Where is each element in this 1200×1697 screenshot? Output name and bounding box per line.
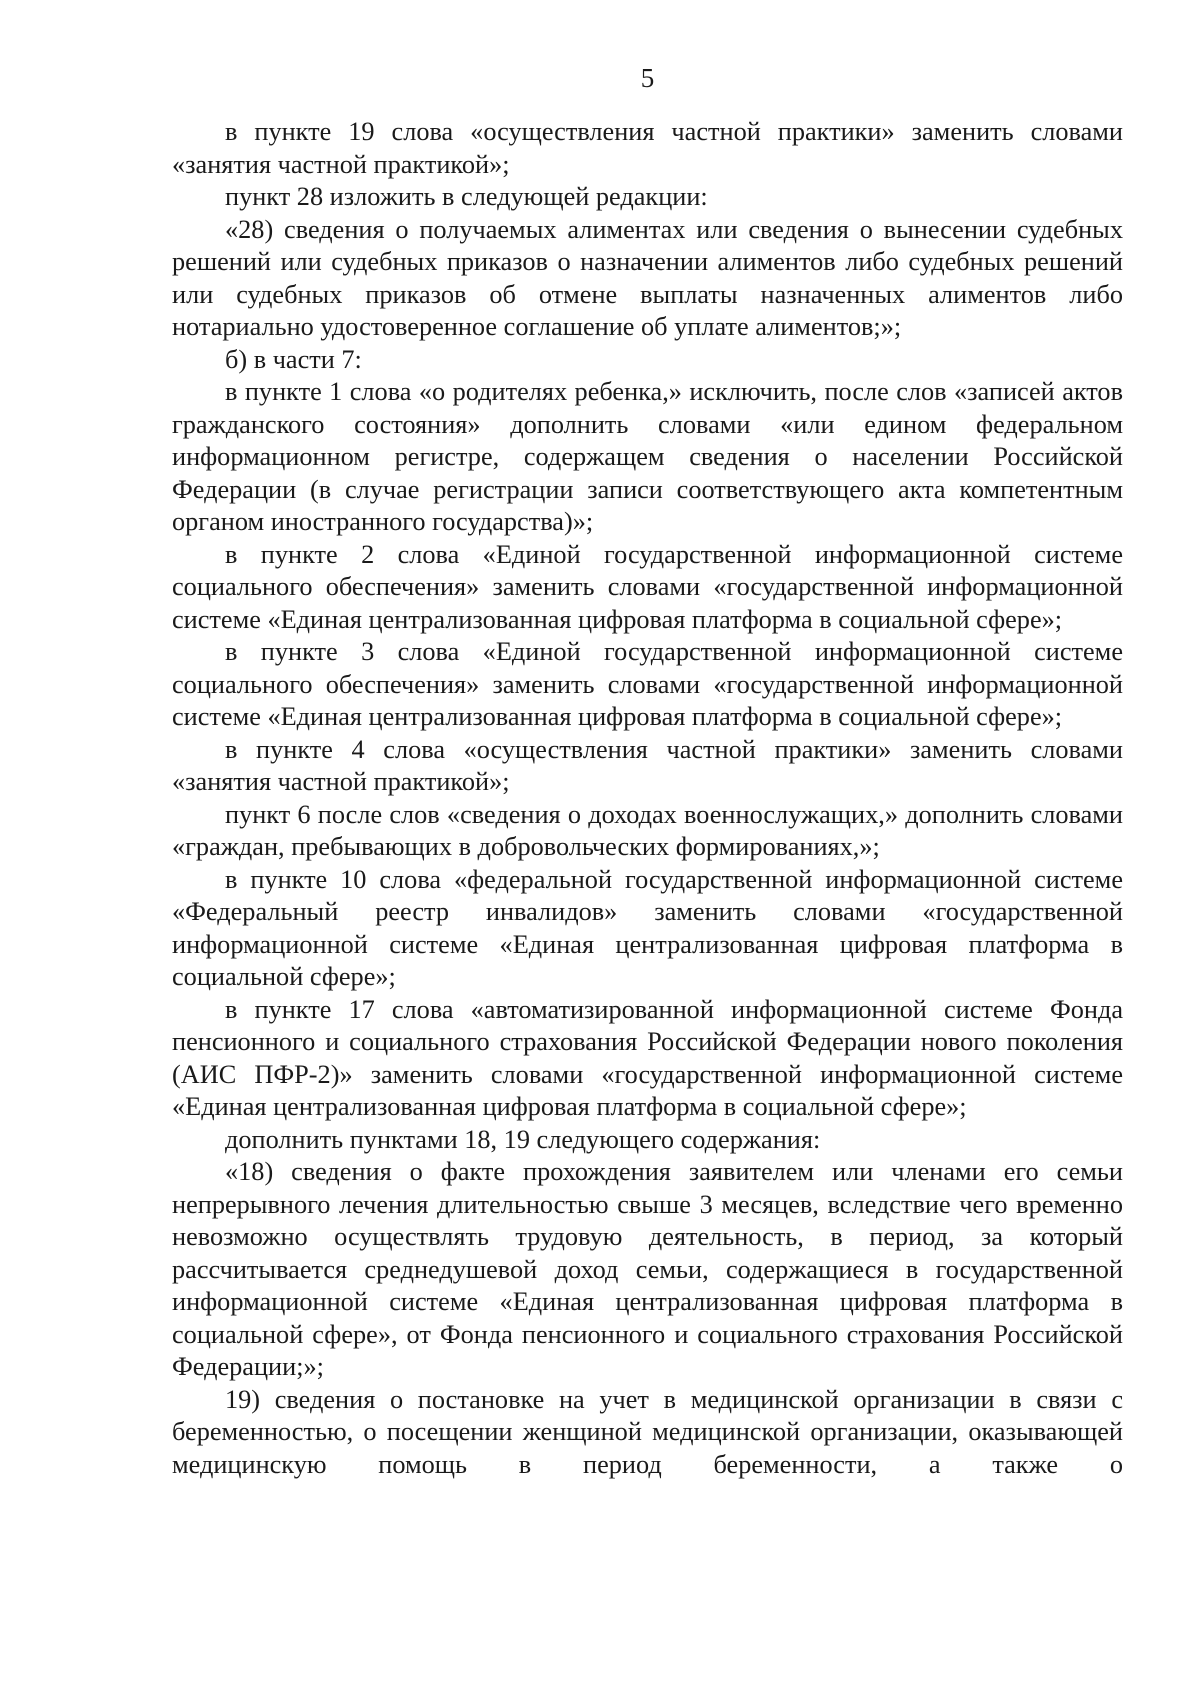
paragraph-3: «28) сведения о получаемых алиментах или сведения о вынесении судебных решений или судебных приказов о назначении алиментов либо судебных решений или судебных приказов об отмене выплаты назначенных алиментов либо нотариально удостоверенное соглашение об уплате алиментов;»; [172, 214, 1123, 341]
paragraph-4: б) в части 7: [225, 344, 362, 374]
paragraph-14: 19) сведения о постановке на учет в медицинской организации в связи с беременностью, о посещении женщиной медицинской организации, оказывающей медицинскую помощь в период беременности, а также о [172, 1384, 1123, 1479]
paragraph-12: дополнить пунктами 18, 19 следующего содержания: [225, 1124, 821, 1154]
paragraph-2: пункт 28 изложить в следующей редакции: [225, 182, 708, 211]
paragraph-13: «18) сведения о факте прохождения заявителем или членами его семьи непрерывного лечения длительностью свыше 3 месяцев, вследствие чего временно невозможно осуществлять трудовую деятельность, в период, за который рассчитывается среднедушевой доход семьи, содержащиеся в государственной информационной системе «Единая централизованная цифровая платформа в социальной сфере», от Фонда пенсионного и социального страхования Российской Федерации;»; [172, 1157, 1123, 1381]
paragraph-10: в пункте 10 слова «федеральной государственной информационной системе «Федеральный реестр инвалидов» заменить словами «государственной информационной системе «Единая централизованная цифровая платформа в социальной сфере»; [172, 864, 1123, 991]
page-number: 5 [640, 63, 655, 93]
paragraph-1: в пункте 19 слова «осуществления частной практики» заменить словами «занятия частной практикой»; [172, 117, 1123, 179]
paragraph-7: в пункте 3 слова «Единой государственной информационной системе социального обеспечения» заменить словами «государственной информационной системе «Единая централизованная цифровая платформа в социальной сфере»; [172, 637, 1123, 731]
paragraph-11: в пункте 17 слова «автоматизированной информационной системе Фонда пенсионного и социального страхования Российской Федерации нового поколения (АИС ПФР-2)» заменить словами «государственной информационной системе «Единая централизованная цифровая платформа в социальной сфере»; [172, 994, 1123, 1121]
paragraph-5: в пункте 1 слова «о родителях ребенка,» исключить, после слов «записей актов гражданского состояния» дополнить словами «или едином федеральном информационном регистре, содержащем сведения о населении Российской Федерации (в случае регистрации записи соответствующего акта компетентным органом иностранного государства)»; [172, 377, 1123, 536]
paragraph-9: пункт 6 после слов «сведения о доходах военнослужащих,» дополнить словами «граждан, пребывающих в добровольческих формированиях,»; [172, 799, 1123, 861]
paragraph-6: в пункте 2 слова «Единой государственной информационной системе социального обеспечения» заменить словами «государственной информационной системе «Единая централизованная цифровая платформа в социальной сфере»; [172, 539, 1123, 634]
paragraph-8: в пункте 4 слова «осуществления частной практики» заменить словами «занятия частной практикой»; [172, 734, 1123, 796]
document-page [172, 62, 1123, 1481]
